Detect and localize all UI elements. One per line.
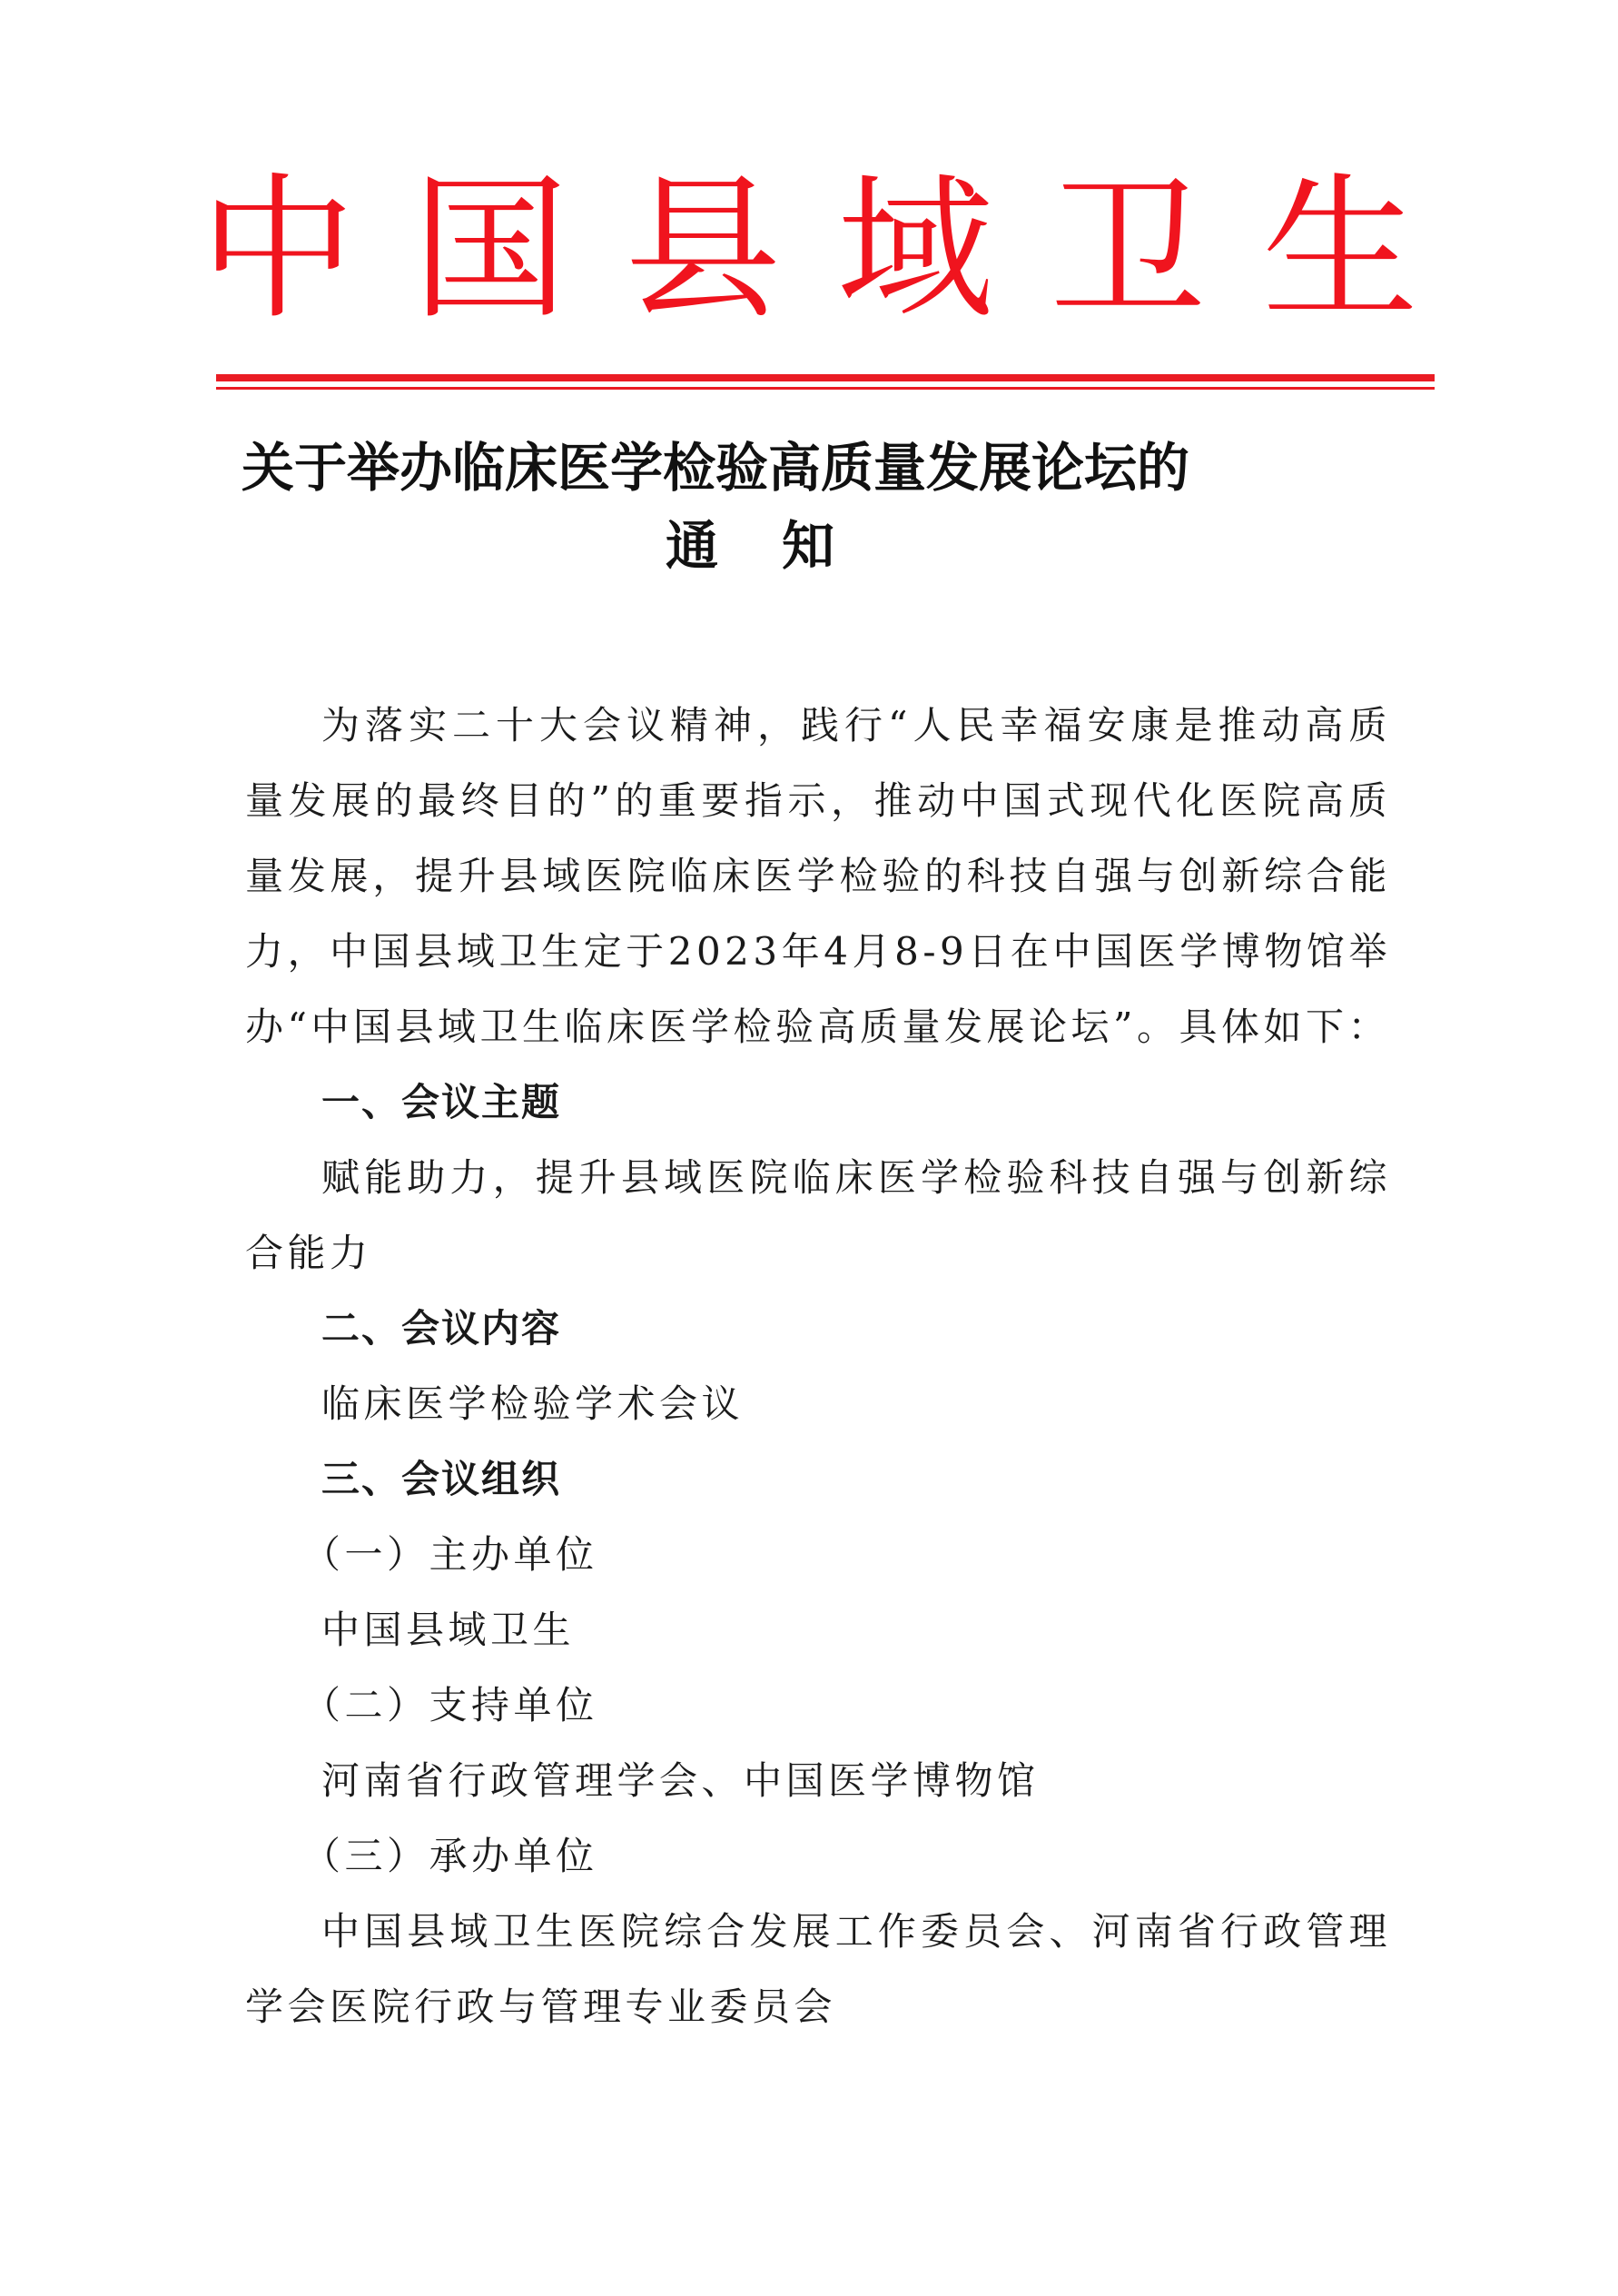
red-rule-thick — [216, 374, 1435, 381]
masthead-title: 中国县域卫生 — [200, 158, 1475, 341]
document-title — [242, 429, 1422, 585]
section-text-theme: 赋能助力，提升县域医院临床医学检验科技自强与创新综合能力 — [245, 1155, 1391, 1275]
text-host: 中国县域卫生 — [321, 1608, 576, 1652]
subheading-supporter: （二）支持单位 — [302, 1683, 598, 1727]
document-body — [245, 688, 1391, 2044]
section-heading-theme: 一、会议主题 — [321, 1080, 562, 1124]
document-title-line1: 关于举办临床医学检验高质量发展论坛的 — [242, 437, 1190, 499]
red-rule-thin — [216, 387, 1435, 390]
section-text-content: 临床医学检验学术会议 — [321, 1381, 745, 1426]
text-organizer: 中国县域卫生医院综合发展工作委员会、河南省行政管理学会医院行政与管理专业委员会 — [245, 1909, 1391, 2029]
subheading-organizer: （三）承办单位 — [302, 1834, 598, 1878]
document-title-line2: 通知 — [665, 515, 898, 577]
text-supporter: 河南省行政管理学会、中国医学博物馆 — [321, 1758, 1040, 1803]
section-heading-content: 二、会议内容 — [321, 1306, 562, 1351]
intro-paragraph: 为落实二十大会议精神，践行“人民幸福安康是推动高质量发展的最终目的”的重要指示，推动中国式现代化医院高质量发展，提升县域医院临床医学检验的科技自强与创新综合能力，中国县域卫生定于2023年4月8-9日在中国医学博物馆举办“中国县域卫生临床医学检验高质量发展论坛”。具体如下： — [245, 703, 1391, 1049]
section-heading-organization: 三、会议组织 — [321, 1457, 562, 1501]
subheading-host: （一）主办单位 — [302, 1532, 598, 1577]
